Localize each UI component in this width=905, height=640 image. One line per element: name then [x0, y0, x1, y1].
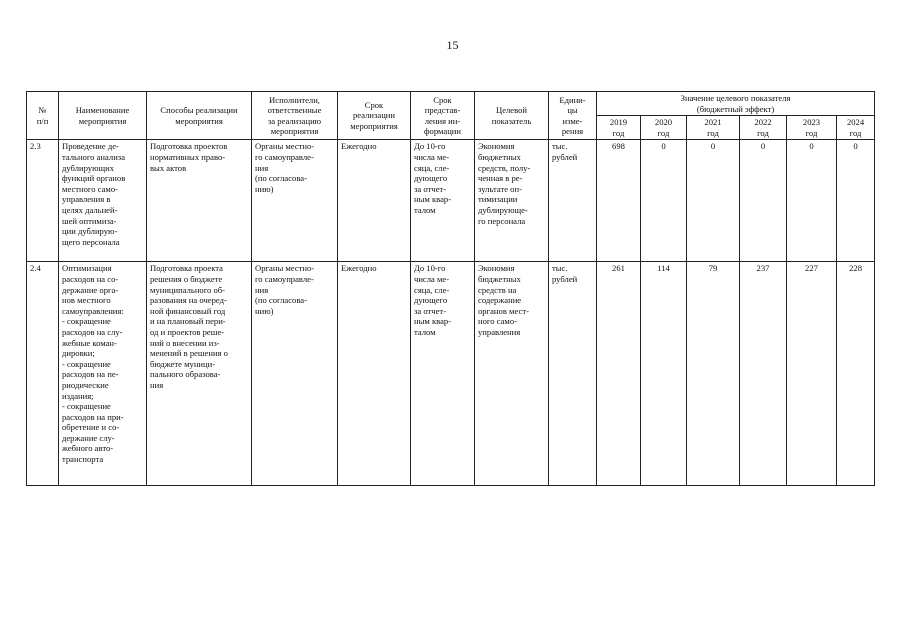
table-row	[27, 262, 875, 486]
row-value-2019: 261	[597, 262, 641, 486]
header-num: № п/п	[27, 92, 59, 140]
row-executors: Органы местно- го самоуправле- ния (по согласова- нию)	[252, 140, 338, 262]
header-report: Срок представ- ления ин- формации	[411, 92, 475, 140]
header-deadline: Срок реализации мероприятия	[338, 92, 411, 140]
row-name: Оптимизация расходов на со- держание орга- нов местного самоуправления: - сокращение расходов на слу- жебные коман- дировки; - сокращение расходов на пе- риодические издания; - сокращение расходов на при- обретение и со- держание слу- жебного авто- транспорта	[59, 262, 147, 486]
row-indicator: Экономия бюджетных средств на содержание органов мест- ного само- управления	[475, 262, 549, 486]
header-methods: Способы реализации мероприятия	[147, 92, 252, 140]
row-report: До 10-го числа ме- сяца, сле- дующего за отчет- ным квар- талом	[411, 262, 475, 486]
row-methods: Подготовка проектов нормативных право- вых актов	[147, 140, 252, 262]
header-executors: Исполнители, ответственные за реализацию мероприятия	[252, 92, 338, 140]
header-year: 2021 год	[687, 116, 740, 140]
header-name: Наименование мероприятия	[59, 92, 147, 140]
row-unit: тыс. рублей	[549, 140, 597, 262]
row-value-2023: 0	[787, 140, 837, 262]
header-year: 2024 год	[837, 116, 875, 140]
row-indicator: Экономия бюджетных средств, полу- ченная в ре- зультате оп- тимизации дублирующе- го персонала	[475, 140, 549, 262]
row-name: Проведение де- тального анализа дублирующих функций органов местного само- управления в целях дальней- шей оптимиза- ции дублирую- щего персонала	[59, 140, 147, 262]
row-methods: Подготовка проекта решения о бюджете муниципального об- разования на очеред- ной финансовый год и на плановый пери- од и проектов реше- ний о внесении из- менений в решения о бюджете муници- пального образова- ния	[147, 262, 252, 486]
row-value-2020: 114	[641, 262, 687, 486]
row-deadline: Ежегодно	[338, 262, 411, 486]
row-value-2019: 698	[597, 140, 641, 262]
page-number: 15	[446, 38, 459, 52]
header-year: 2020 год	[641, 116, 687, 140]
header-unit: Едини- цы изме- рения	[549, 92, 597, 140]
row-value-2021: 0	[687, 140, 740, 262]
row-value-2023: 227	[787, 262, 837, 486]
row-value-2021: 79	[687, 262, 740, 486]
header-indicator: Целевой показатель	[475, 92, 549, 140]
row-report: До 10-го числа ме- сяца, сле- дующего за отчет- ным квар- талом	[411, 140, 475, 262]
row-unit: тыс. рублей	[549, 262, 597, 486]
header-year: 2022 год	[740, 116, 787, 140]
row-value-2024: 0	[837, 140, 875, 262]
measures-table	[26, 91, 875, 486]
header-year: 2019 год	[597, 116, 641, 140]
row-executors: Органы местно- го самоуправле- ния (по согласова- нию)	[252, 262, 338, 486]
row-value-2020: 0	[641, 140, 687, 262]
table-row	[27, 140, 875, 262]
row-num: 2.4	[27, 262, 59, 486]
row-deadline: Ежегодно	[338, 140, 411, 262]
row-value-2024: 228	[837, 262, 875, 486]
row-value-2022: 0	[740, 140, 787, 262]
header-year: 2023 год	[787, 116, 837, 140]
header-target-values: Значение целевого показателя (бюджетный эффект)	[597, 92, 875, 116]
row-value-2022: 237	[740, 262, 787, 486]
row-num: 2.3	[27, 140, 59, 262]
